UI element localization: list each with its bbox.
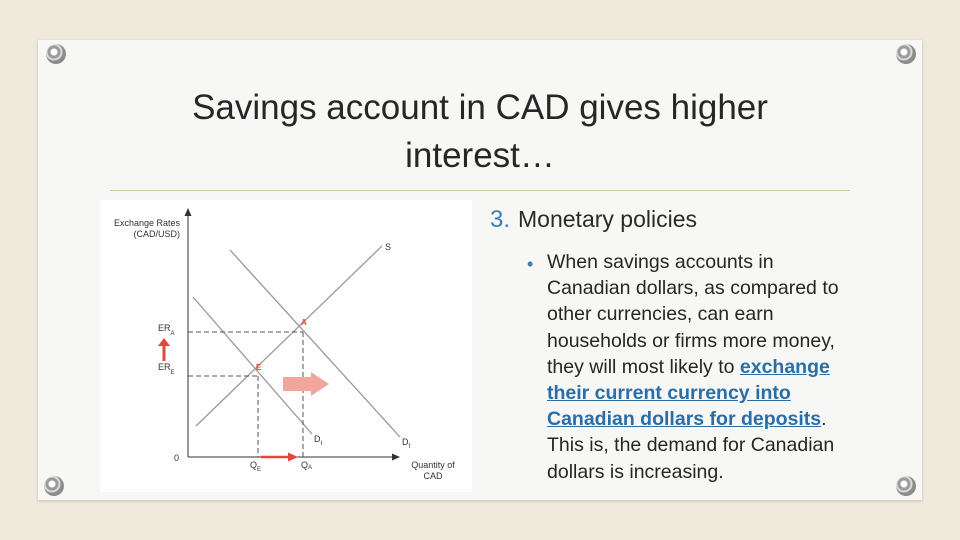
bullet-text-intro: When savings accounts in Canadian dollars, as compared to other currencies, can earn households or firms more money, they will most likely to (547, 251, 839, 378)
bullet-text (547, 249, 862, 485)
er-a-text: ER (158, 323, 171, 333)
title-line: Savings account in CAD gives higher (192, 88, 768, 127)
initial-demand-curve (193, 297, 312, 434)
pushpin-icon (896, 44, 916, 64)
x-axis-arrowhead (392, 454, 400, 461)
x-axis-label: CAD (423, 471, 443, 481)
bullet-icon: • (527, 254, 534, 274)
y-axis-label: (CAD/USD) (133, 229, 180, 239)
er-e-subscript: E (170, 370, 175, 376)
demand-shift-arrow-shaft (283, 377, 311, 391)
y-axis-arrowhead (185, 208, 192, 216)
quantity-increase-arrow-head (288, 453, 298, 462)
y-axis-label: Exchange Rates (113, 218, 180, 228)
supply-label: S (385, 242, 392, 252)
section-number: 3. (490, 206, 511, 233)
supply-curve (196, 246, 382, 426)
point-e-label: E (256, 363, 262, 372)
q-a-subscript: A (308, 465, 313, 471)
diagram-svg (100, 200, 472, 492)
exchange-rate-diagram (100, 200, 472, 492)
section-heading-text: Monetary policies (518, 206, 697, 232)
point-a-label: A (301, 318, 307, 327)
final-demand-label (402, 437, 411, 450)
q-a-label (301, 460, 312, 471)
title-line: interest… (405, 136, 555, 175)
q-e-subscript: E (257, 467, 262, 473)
pushpin-icon (46, 44, 66, 64)
rate-rise-arrow-shaft (163, 345, 166, 361)
section-heading (490, 206, 697, 234)
q-e-label (250, 460, 261, 473)
pushpin-icon (44, 476, 64, 496)
final-demand-curve (230, 250, 400, 437)
q-a-text: Q (301, 460, 309, 470)
initial-demand-letter: D (314, 434, 321, 444)
bullet-text-outro: . This is, the demand for Canadian dollars is increasing. (547, 408, 835, 483)
q-e-text: Q (250, 460, 258, 470)
bullet-highlight: exchange their current currency into Canadian dollars for deposits (547, 355, 830, 431)
final-demand-subscript: f (408, 444, 411, 450)
title-divider (110, 190, 850, 191)
slide-title (100, 84, 860, 180)
initial-demand-subscript: I (320, 441, 323, 447)
x-axis-label: Quantity of (411, 460, 455, 470)
er-a-label (158, 323, 175, 337)
initial-demand-label (314, 434, 323, 447)
pushpin-icon (896, 476, 916, 496)
er-e-text: ER (158, 362, 171, 372)
er-a-subscript: A (170, 331, 175, 337)
origin-label: 0 (174, 453, 180, 463)
er-e-label (158, 362, 175, 376)
rate-rise-arrow-head (158, 338, 170, 346)
demand-shift-arrow-head (311, 372, 329, 396)
final-demand-letter: D (402, 437, 409, 447)
